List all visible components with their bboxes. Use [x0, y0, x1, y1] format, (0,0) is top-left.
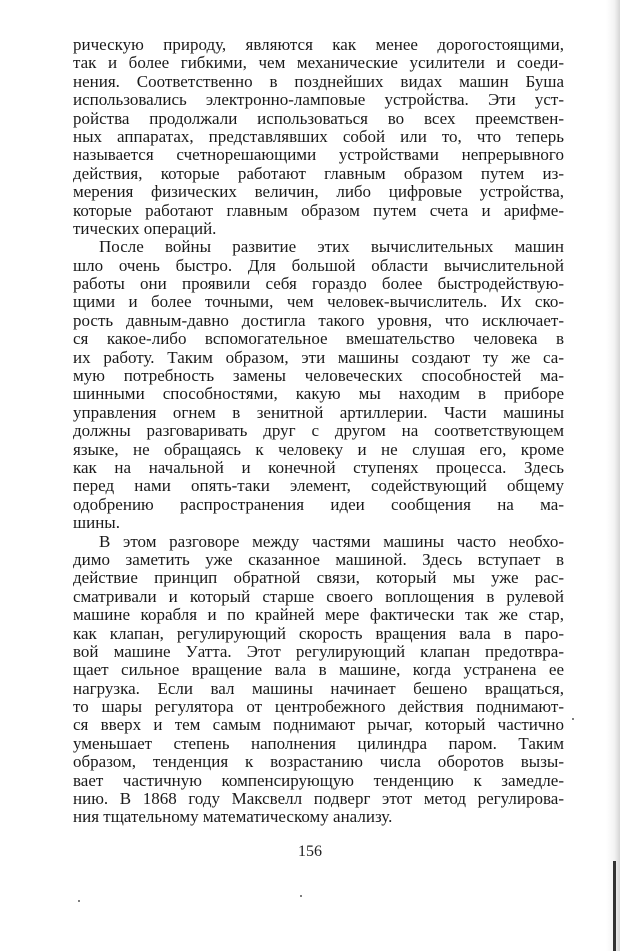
text-line: шинными способностями, какую мы находим в приборе	[73, 385, 564, 404]
text-line: использовались электронно-ламповые устройства. Эти уст-	[73, 91, 564, 110]
body-text	[73, 36, 564, 827]
text-line: управления огнем в зенитной артиллерии. Части машины	[73, 403, 564, 422]
text-line: ных аппаратах, представлявших собой или то, что теперь	[73, 127, 564, 146]
text-line: перед нами опять-таки элемент, содействующий общему	[73, 477, 564, 496]
scan-speck	[572, 718, 574, 720]
text-line: димо заметить уже сказанное машиной. Здесь вступает в	[73, 550, 564, 569]
text-line: то шары регулятора от центробежного действия поднимают-	[73, 698, 564, 717]
text-line: ся вверх и тем самым поднимают рычаг, который частично	[73, 716, 564, 735]
text-line: мую потребность замены человеческих способностей ма-	[73, 367, 564, 386]
text-line: работы они проявили себя гораздо более быстродействую-	[73, 275, 564, 294]
paragraph	[73, 533, 564, 827]
scan-speck	[78, 900, 80, 902]
text-line: вает частичную компенсирующую тенденцию к замедле-	[73, 771, 564, 790]
text-line: действие принцип обратной связи, который мы уже рас-	[73, 569, 564, 588]
text-line: образом, тенденция к возрастанию числа оборотов вызы-	[73, 753, 564, 772]
text-line: шло очень быстро. Для большой области вычислительной	[73, 256, 564, 275]
text-line: щает сильное вращение вала в машине, когда устранена ее	[73, 661, 564, 680]
page-number: 156	[298, 843, 322, 860]
scan-edge-mark	[613, 861, 616, 951]
text-line: нения. Соответственно в позднейших видах машин Буша	[73, 72, 564, 91]
text-line: ния тщательному математическому анализу.	[73, 808, 393, 827]
text-line: После войны развитие этих вычислительных машин	[99, 238, 564, 257]
text-line: щими и более точными, чем человек-вычислитель. Их ско-	[73, 293, 564, 312]
text-line: рость давным-давно достигла такого уровня, что исключает-	[73, 311, 564, 330]
text-line: так и более гибкими, чем механические усилители и соеди-	[73, 54, 564, 73]
text-line: шины.	[73, 514, 120, 533]
text-line: как на начальной и конечной ступенях процесса. Здесь	[73, 458, 564, 477]
paragraph	[73, 36, 564, 238]
text-line: В этом разговоре между частями машины часто необхо-	[99, 532, 564, 551]
text-line: сматривали и который старше своего воплощения в рулевой	[73, 587, 564, 606]
text-line: тических операций.	[73, 219, 217, 238]
text-line: их работу. Таким образом, эти машины создают ту же са-	[73, 348, 564, 367]
text-line: рическую природу, являются как менее дорогостоящими,	[73, 36, 564, 54]
text-line: уменьшает степень наполнения цилиндра паром. Таким	[73, 734, 564, 753]
text-line: должны разговаривать друг с другом на соответствующем	[73, 422, 564, 441]
text-line: языке, не обращаясь к человеку и не слушая его, кроме	[73, 440, 564, 459]
scan-speck	[300, 895, 302, 897]
text-line: которые работают главным образом путем счета и арифме-	[73, 201, 564, 220]
text-line: машине корабля и по крайней мере фактически так же стар,	[73, 606, 564, 625]
paragraph	[73, 238, 564, 532]
text-line: нагрузка. Если вал машины начинает бешено вращаться,	[73, 679, 564, 698]
text-line: ройства продолжали использоваться во всех преемствен-	[73, 109, 564, 128]
text-line: ся какое-либо вспомогательное вмешательство человека в	[73, 330, 564, 349]
text-line: называется счетнорешающими устройствами непрерывного	[73, 146, 564, 165]
text-line: как клапан, регулирующий скорость вращения вала в паро-	[73, 624, 564, 643]
text-line: мерения физических величин, либо цифровые устройства,	[73, 183, 564, 202]
text-line: нию. В 1868 году Максвелл подверг этот метод регулирова-	[73, 790, 564, 809]
text-line: действия, которые работают главным образом путем из-	[73, 164, 564, 183]
scan-page-edge	[606, 0, 620, 951]
text-line: вой машине Уатта. Этот регулирующий клапан предотвра-	[73, 642, 564, 661]
text-line: одобрению распространения идеи сообщения на ма-	[73, 495, 564, 514]
